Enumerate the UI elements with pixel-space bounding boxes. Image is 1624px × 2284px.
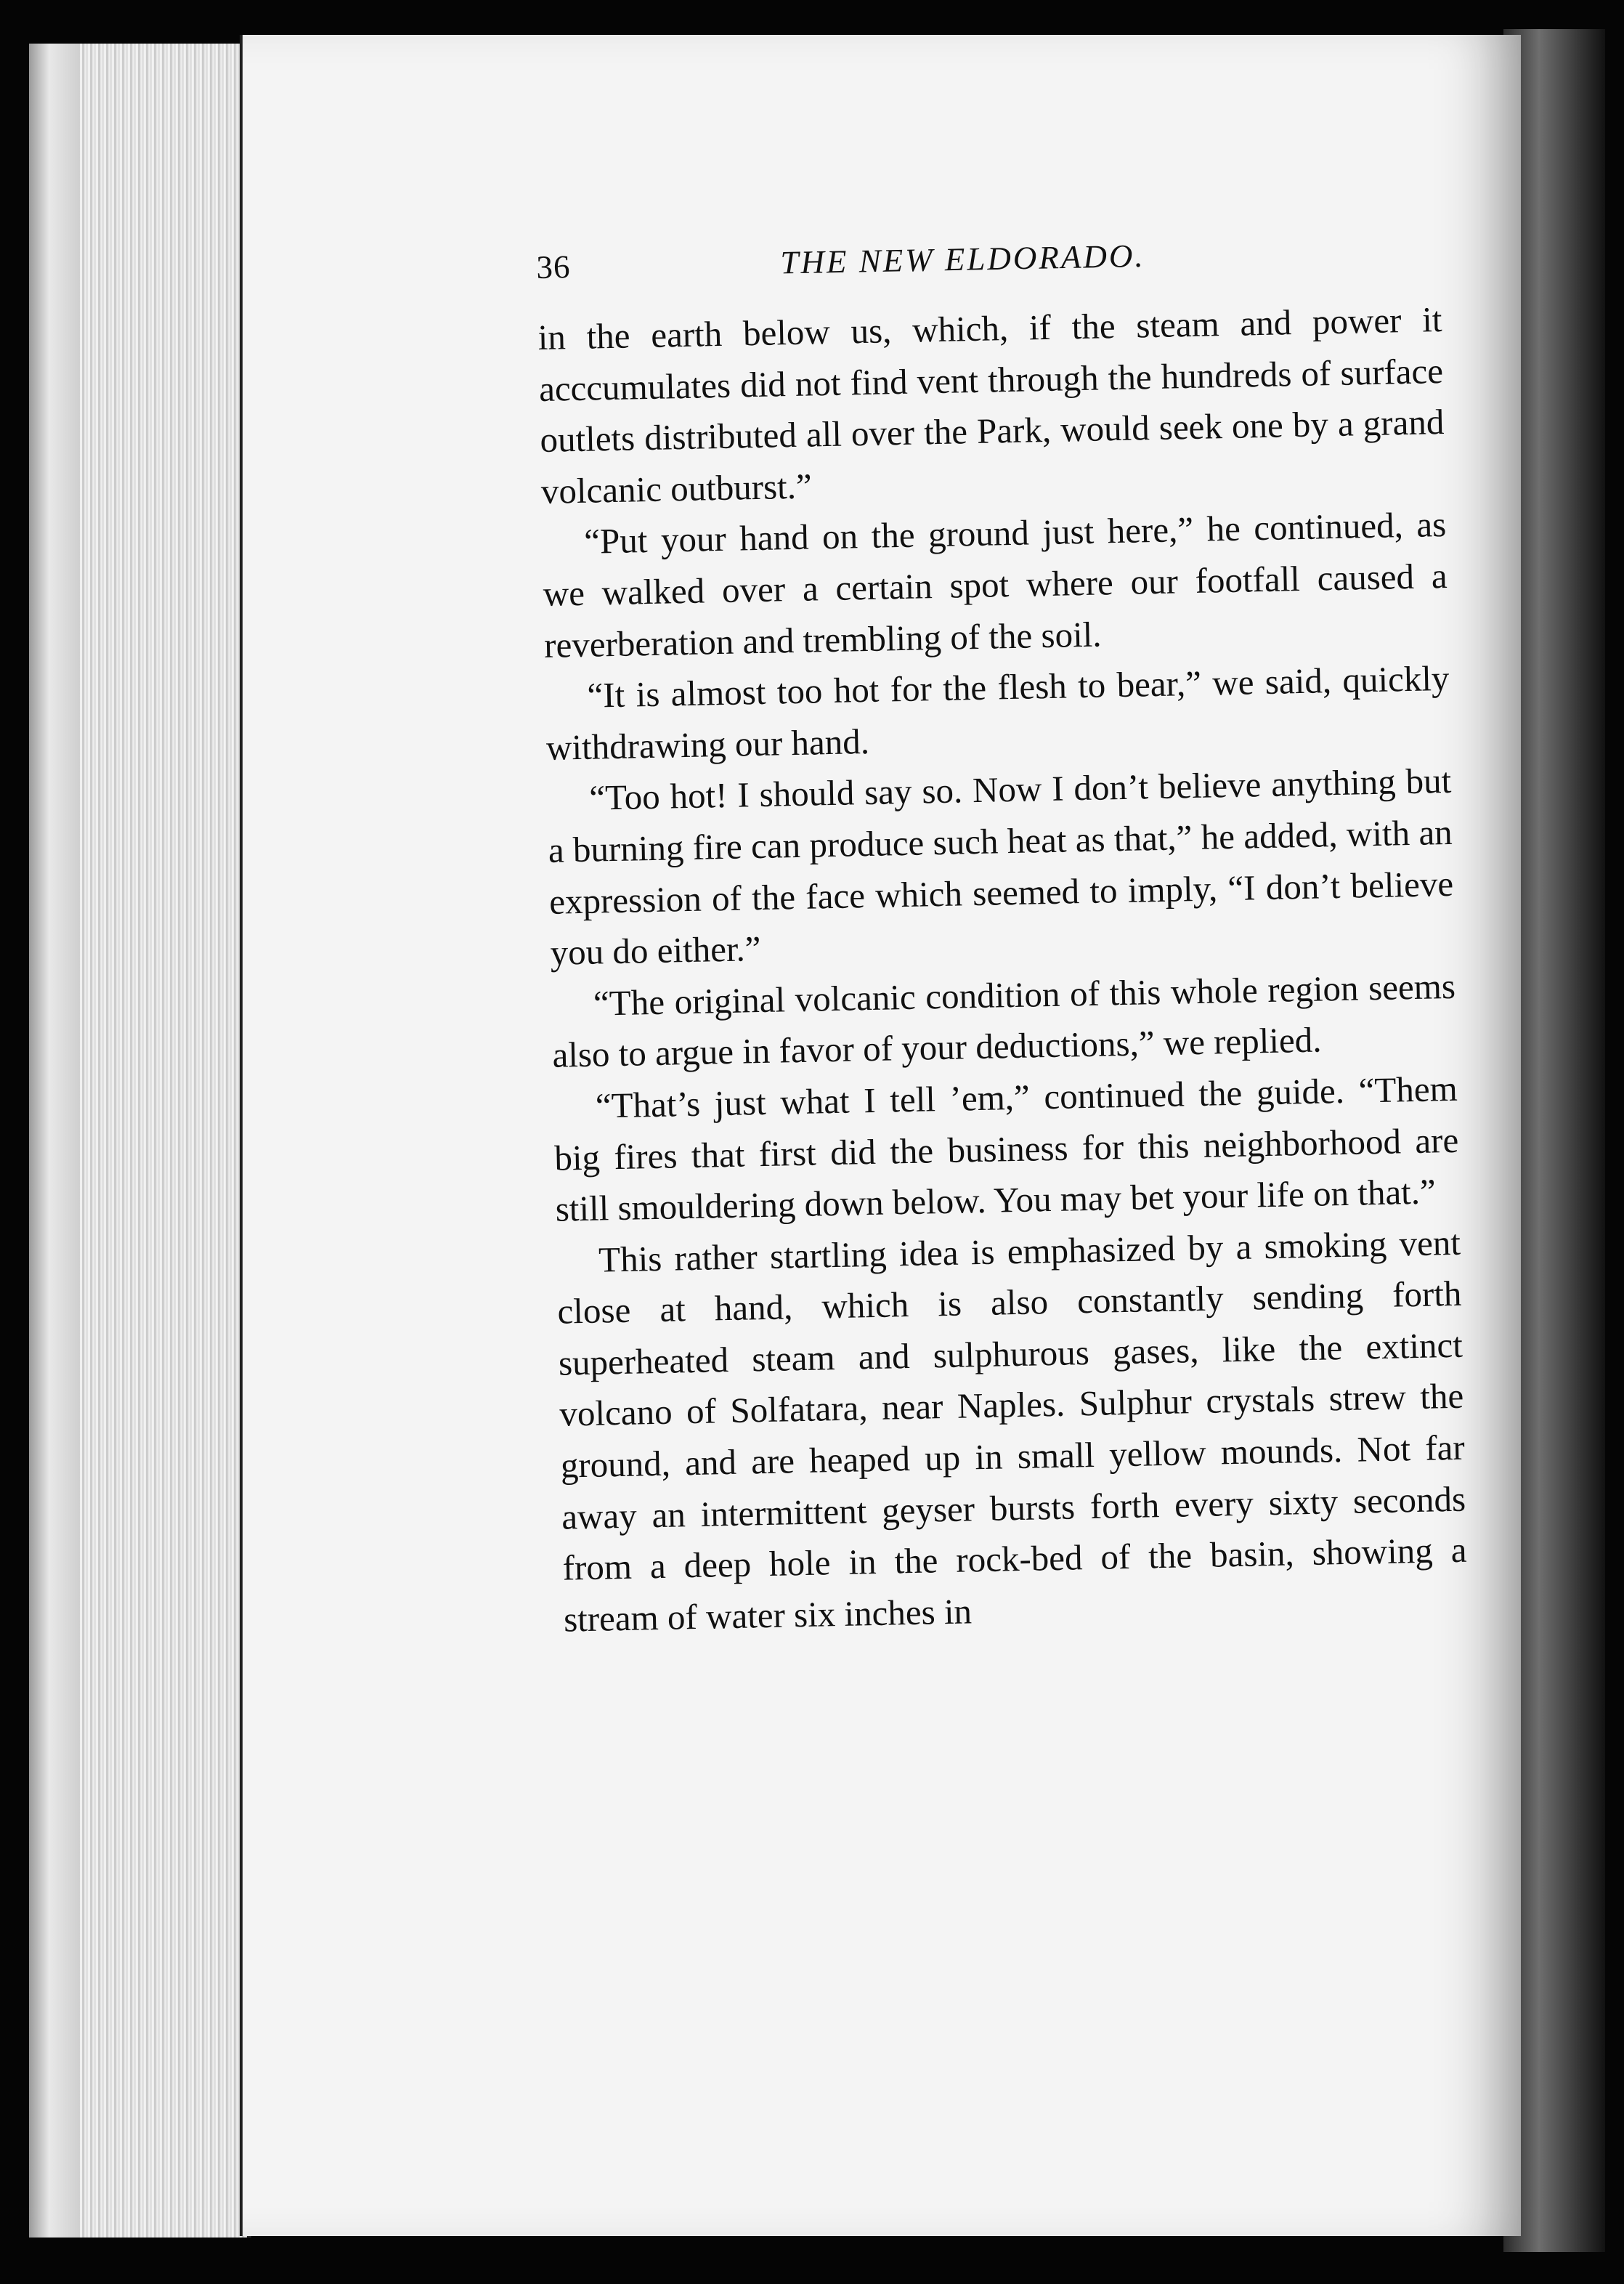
body-text bbox=[537, 294, 1469, 1645]
paragraph: “Too hot! I should say so. Now I don’t believe anything but a burning fire can produce such heat as that,” he added, with an expression of the face which seemed to imply, “I don’t believe you do either.” bbox=[548, 761, 1454, 973]
book-cover-edge bbox=[29, 44, 80, 2238]
paragraph: “Put your hand on the ground just here,” he continued, as we walked over a certain spot where our footfall caused a reverberation and trembling of the soil. bbox=[543, 504, 1448, 665]
paragraph: “It is almost too hot for the flesh to bear,” we said, quickly withdrawing our hand. bbox=[545, 658, 1450, 768]
paragraph: “The original volcanic condition of this whole region seems also to argue in favor of your deductions,” we replied. bbox=[551, 965, 1456, 1076]
page-number: 36 bbox=[536, 248, 571, 286]
running-title: THE NEW ELDORADO. bbox=[779, 237, 1146, 281]
paragraph: in the earth below us, which, if the steam and power it acccumulates did not find vent through the hundreds of surface outlets distributed all over the Park, would seek one by a grand volcanic outburst.” bbox=[537, 299, 1445, 511]
paragraph: “That’s just what I tell ’em,” continued the guide. “Them big fires that first did the business for this neighborhood are still smouldering down below. You may bet your life on that.” bbox=[553, 1068, 1459, 1229]
paragraph: This rather startling idea is emphasized by a smoking vent close at hand, which is also constantly sending forth superheated steam and sulphurous gases, like the extinct volcano of Solfatara, near Naples. Sulphur crystals strew the ground, and are heaped up in small yellow mounds. Not far away an intermittent geyser bursts forth every sixty seconds from a deep hole in the rock-bed of the basin, showing a stream of water six inches in bbox=[557, 1222, 1467, 1640]
